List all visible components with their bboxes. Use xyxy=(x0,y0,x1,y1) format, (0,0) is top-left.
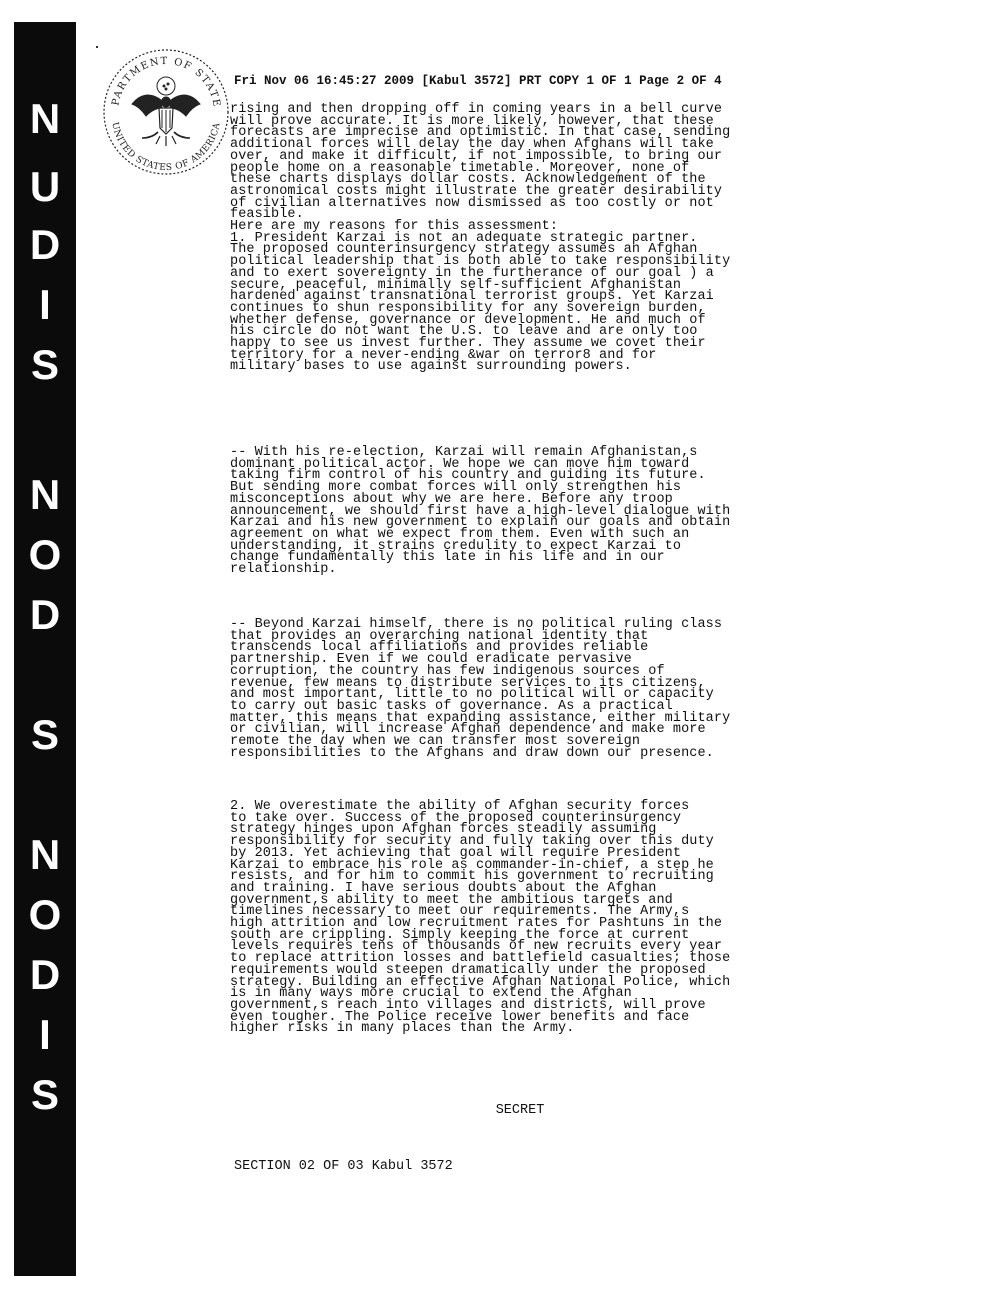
sidebar-letter: U xyxy=(29,163,61,210)
sidebar-letter: S xyxy=(30,341,59,388)
sidebar-letter: N xyxy=(29,831,61,878)
paragraph-intro-and-point-1: rising and then dropping off in coming years in a bell curve will prove accurate. It is more likely, however, that these forecasts are imprecise and optimistic. In that case, sending additional forces will delay the day when Afghans will take over, and make it difficult, if not impossible, to bring our people home on a reasonable timetable. Moreover, none of these charts displays dollar costs. Acknowledgement of the astronomical costs might illustrate the greater desirability of civilian alternatives now dismissed as too costly or not feasible. Here are my reasons for this assessment: 1. President Karzai is not an adequate strategic partner. The proposed counterinsurgency strategy assumes an Afghan political leadership that is both able to take responsibility and to exert sovereignty in the furtherance of our goal ) a secure, peaceful, minimally self-sufficient Afghanistan hardened against transnational terrorist groups. Yet Karzai continues to shun responsibility for any sovereign burden, whether defense, governance or development. He and much of his circle do not want the U.S. to leave and are only too happy to see us invest further. They assume we covet their territory for a never-ending &war on terror8 and for military bases to use against surrounding powers. xyxy=(230,102,731,375)
paragraph-karzai-dominant-actor: -- With his re-election, Karzai will remain Afghanistan,s dominant political actor. We hope we can move him toward taking firm control of his country and guiding its future. But sending more combat forces will only strengthen his misconceptions about why we are here. Before any troop announcement, we should first have a high-level dialogue with Karzai and his new government to explain our goals and obtain agreement on what we expect from them. Even with such an understanding, it strains credulity to expect Karzai to change fundamentally this late in his life and in our relationship. xyxy=(230,445,731,578)
seal-bottom-text: UNITED STATES OF AMERICA xyxy=(109,121,223,174)
state-department-seal xyxy=(98,44,234,180)
paragraph-no-ruling-class: -- Beyond Karzai himself, there is no political ruling class that provides an overarching national identity that transcends local affiliations and provides reliable partnership. Even if we could eradicate pervasive corruption, the country has few indigenous sources of revenue, few means to distribute services to its citizens, and most important, little to no political will or capacity to carry out basic tasks of governance. As a practical matter, this means that expanding assistance, either military or civilian, will increase Afghan dependence and make more remote the day when we can transfer most sovereign responsibilities to the Afghans and draw down our presence. xyxy=(230,617,731,761)
sidebar-letter: I xyxy=(39,1011,51,1058)
paragraph-point-2-security-forces: 2. We overestimate the ability of Afghan security forces to take over. Success of the proposed counterinsurgency strategy hinges upon Afghan forces steadily assuming responsibility for security and fully taking over this duty by 2013. Yet achieving that goal will require President Karzai to embrace his role as commander-in-chief, a step he resists, and for him to commit his government to recruiting and training. I have serious doubts about the Afghan government,s ability to meet the ambitious targets and timelines necessary to meet our requirements. The Army,s high attrition and low recruitment rates for Pashtuns in the south are crippling. Simply keeping the force at current levels requires tens of thousands of new recruits every year to replace attrition losses and battlefield casualties; those requirements would steepen dramatically under the proposed strategy. Building an effective Afghan National Police, which is in many ways more crucial to extend the Afghan government,s reach into villages and districts, will prove even tougher. The Police receive lower benefits and face higher risks in many places than the Army. xyxy=(230,799,731,1037)
classification-marking: SECRET xyxy=(495,1103,545,1118)
sidebar-letter: I xyxy=(39,281,51,328)
sidebar-letter: D xyxy=(29,591,61,638)
sidebar-letter: N xyxy=(29,471,61,518)
sidebar-letter: D xyxy=(29,221,61,268)
eagle-icon xyxy=(132,77,200,146)
sidebar-letter: S xyxy=(30,1071,59,1118)
sidebar-letter: O xyxy=(28,891,62,938)
section-footer: SECTION 02 OF 03 Kabul 3572 xyxy=(234,1159,453,1174)
sidebar-letter: S xyxy=(30,711,59,758)
sidebar-letter: O xyxy=(28,531,62,578)
sidebar-letter: N xyxy=(29,95,61,142)
sidebar-letter: D xyxy=(29,951,61,998)
document-header: Fri Nov 06 16:45:27 2009 [Kabul 3572] PRT COPY 1 OF 1 Page 2 OF 4 xyxy=(234,74,722,88)
seal-top-text: PARTMENT OF STATE xyxy=(110,55,222,109)
nodis-sidebar xyxy=(14,22,76,1276)
